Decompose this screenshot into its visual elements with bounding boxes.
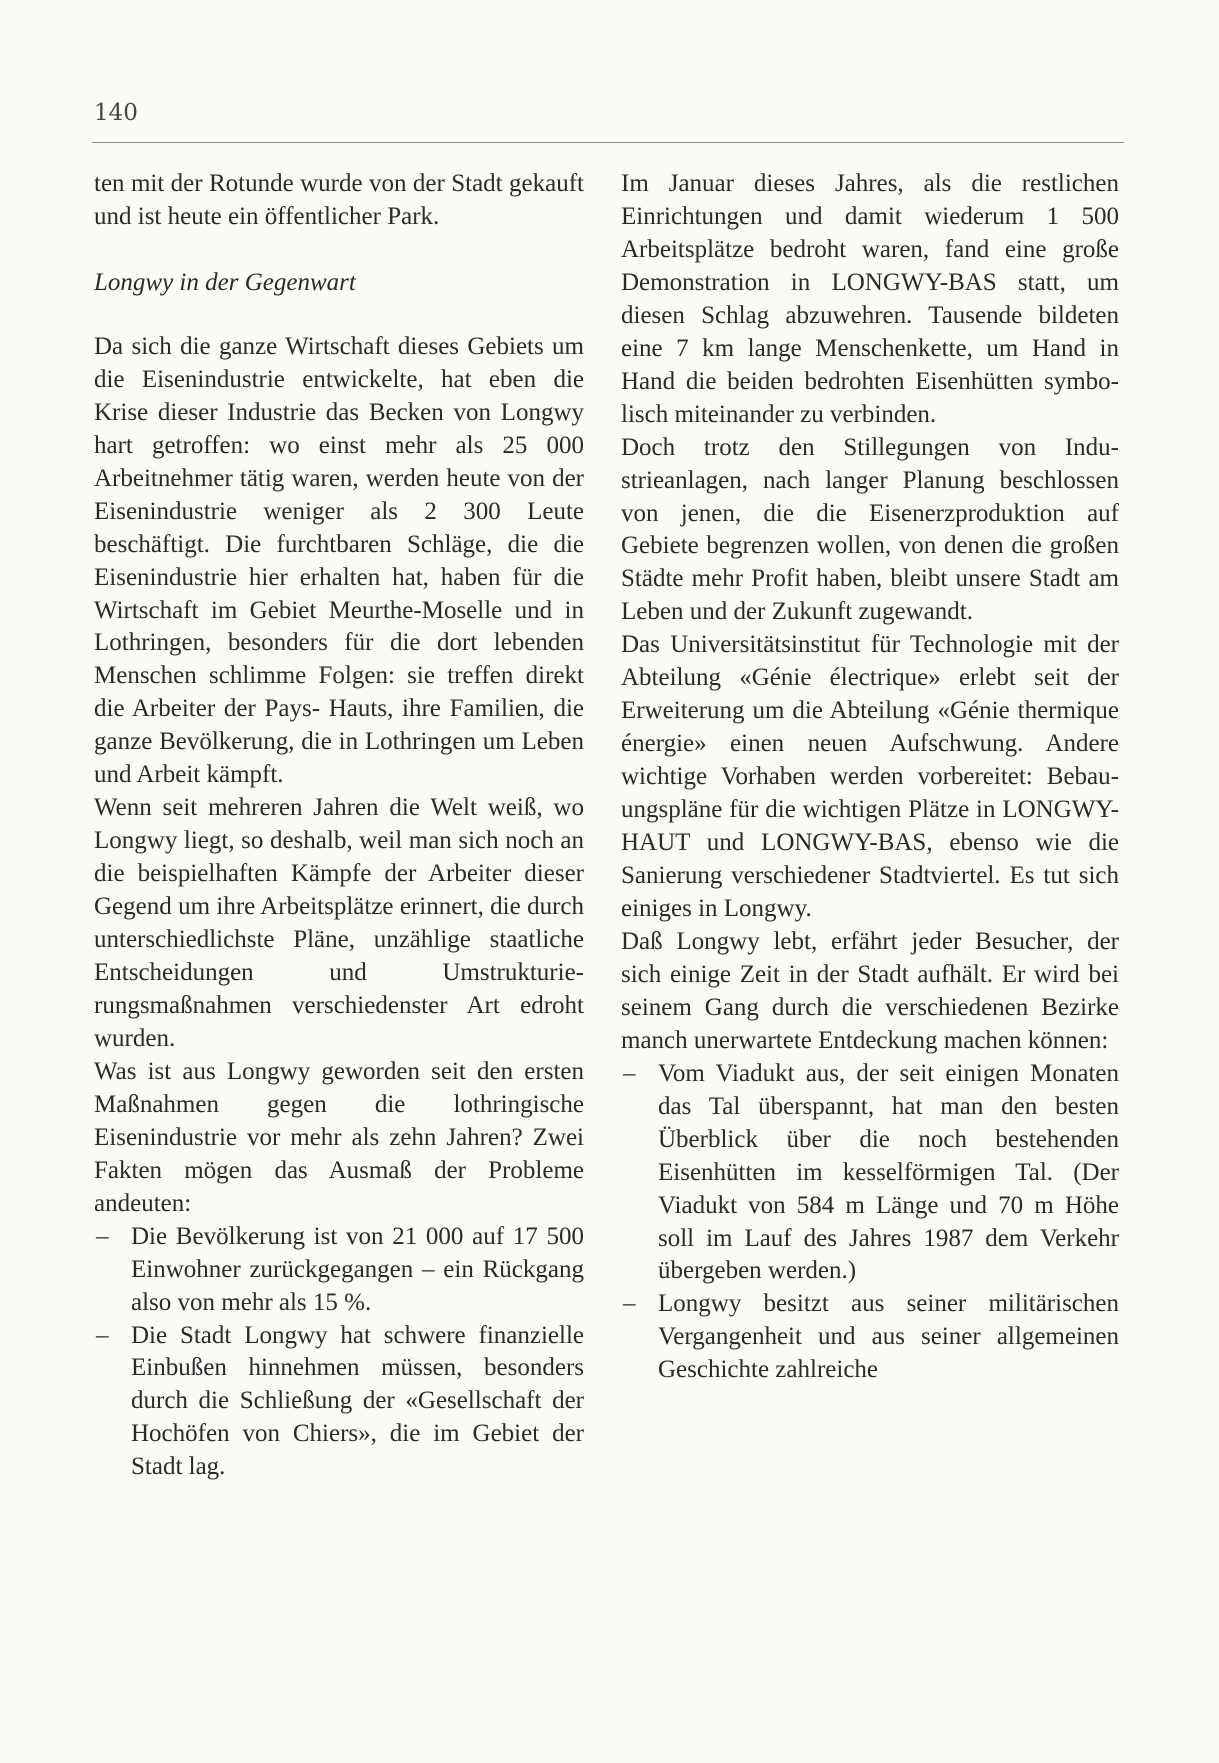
paragraph: Was ist aus Longwy geworden seit den ersten Maßnahmen gegen die lothringische Eisenindustrie vor mehr als zehn Jahren? Zwei Fakten mögen das Ausmaß der Probleme andeuten: (94, 1057, 584, 1217)
left-column (94, 168, 584, 1484)
header-rule (92, 142, 1124, 143)
bullet-list (94, 1221, 584, 1485)
list-item: – Vom Viadukt aus, der seit einigen Monaten das Tal überspannt, hat man den besten Überblick über die noch bestehenden Eisenhütten im kesselförmigen Tal. (Der Viadukt von 584 m Länge und 70 m Höhe soll im Lauf des Jahres 1987 dem Verkehr übergeben werden.) (621, 1058, 1119, 1289)
paragraph: Wenn seit mehreren Jahren die Welt weiß, wo Longwy liegt, so deshalb, weil man sich noch an die beispielhaften Kämpfe der Arbeiter dieser Gegend um ihre Arbeitsplätze erinnert, die durch unterschiedlichste Pläne, unzählige staatliche Entscheidungen und Umstrukturierungsmaßnahmen verschiedenster Art edroht wurden. (94, 794, 584, 1052)
right-column (621, 168, 1119, 1387)
paragraph: Das Universitätsinstitut für Technologie mit der Abteilung «Génie électrique» erlebt seit der Erweiterung um die Abteilung «Génie thermique énergie» einen neuen Aufschwung. Andere wichtige Vorhaben werden vorbereitet: Bebauungspläne für die wichtigen Plätze in LONGWY-HAUT und LONGWY-BAS, ebenso wie die Sanierung verschiedener Stadtviertel. Es tut sich einiges in Longwy. (621, 631, 1119, 922)
list-item: – Die Stadt Longwy hat schwere finanzielle Einbußen hinnehmen müssen, besonders durch die Schließung der «Gesellschaft der Hochöfen von Chiers», die im Gebiet der Stadt lag. (94, 1320, 584, 1485)
list-item: – Longwy besitzt aus seiner militärischen Vergangenheit und aus seiner allgemeinen Geschichte zahlreiche (621, 1288, 1119, 1387)
bullet-list (621, 1058, 1119, 1388)
paragraph: Daß Longwy lebt, erfährt jeder Besucher, der sich einige Zeit in der Stadt aufhält. Er wird bei seinem Gang durch die verschiedenen Bezirke manch unerwartete Entdeckung machen können: (621, 927, 1119, 1054)
page-number: 140 (94, 100, 138, 126)
section-heading: Longwy in der Gegenwart (94, 268, 356, 296)
paragraph: Doch trotz den Stillegungen von Industrieanlagen, nach langer Planung beschlossen von jenen, die die Eisenerzproduktion auf Gebiete begrenzen wollen, von denen die großen Städte mehr Profit haben, bleibt unsere Stadt am Leben und der Zukunft zugewandt. (621, 433, 1119, 626)
paragraph: Im Januar dieses Jahres, als die restlichen Einrichtungen und damit wiederum 1 500 Arbeitsplätze bedroht waren, fand eine große Demonstration in LONGWY-BAS statt, um diesen Schlag abzuwehren. Tausende bildeten eine 7 km lange Menschenkette, um Hand in Hand die beiden bedrohten Eisenhütten symbolisch miteinander zu verbinden. (621, 170, 1119, 428)
list-item: – Die Bevölkerung ist von 21 000 auf 17 500 Einwohner zurückgegangen – ein Rückgang also von mehr als 15 %. (94, 1221, 584, 1320)
paragraph: ten mit der Rotunde wurde von der Stadt gekauft und ist heute ein öffentlicher Park. (94, 170, 584, 230)
paragraph: Da sich die ganze Wirtschaft dieses Gebiets um die Eisenindustrie entwickelte, hat eben die Krise dieser Industrie das Becken von Longwy hart getroffen: wo einst mehr als 25 000 Arbeitnehmer tätig waren, werden heute von der Eisenindustrie weniger als 2 300 Leute beschäftigt. Die furchtbaren Schläge, die die Eisenindustrie hier erhalten hat, haben für die Wirtschaft im Gebiet Meurthe-Moselle und in Lothringen, besonders für die dort lebenden Menschen schlimme Folgen: sie treffen direkt die Arbeiter der Pays- Hauts, ihre Familien, die ganze Bevölkerung, die in Lothringen um Leben und Arbeit kämpft. (94, 332, 584, 789)
